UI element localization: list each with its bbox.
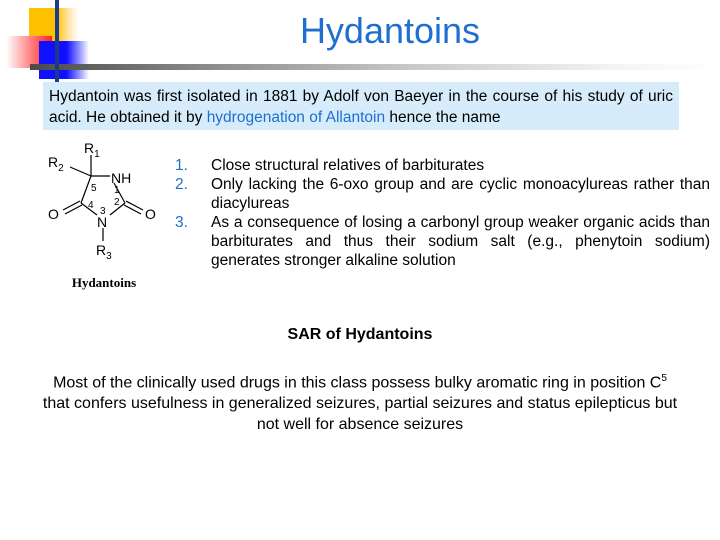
list-text: As a consequence of losing a carbonyl group weaker organic acids than barbiturates and thus their sodium salt (e.g., phenytoin sodium) generates stronger alkaline solution: [211, 214, 710, 269]
intro-box: [43, 82, 679, 130]
sar-text-end: that confers usefulness in generalized seizures, partial seizures and status epilepticus but not well for absence seizures: [42, 395, 678, 434]
pos5-label: 5: [91, 183, 97, 194]
pos2-label: 2: [114, 197, 120, 208]
properties-list: [175, 156, 710, 270]
list-item: [175, 156, 710, 175]
sar-superscript: 5: [661, 373, 667, 384]
nh-label: NH: [111, 170, 132, 186]
r2-label: $R_2$: [48, 154, 64, 174]
pos4-label: 4: [88, 200, 94, 211]
sar-heading: SAR of Hydantoins: [287, 326, 433, 343]
pos1-label: 1: [114, 185, 120, 196]
r3-label: $R_3$: [96, 242, 112, 262]
intro-text: Hydantoin was first isolated in 1881 by Adolf von Baeyer in the course of his study of uric acid. He obtained it by: [49, 88, 673, 126]
list-item: [175, 175, 710, 213]
list-text: Only lacking the 6-oxo group and are cyclic monoacylureas rather than diacylureas: [211, 176, 710, 212]
list-item: [175, 213, 710, 270]
pos3-label: 3: [100, 206, 106, 217]
list-number: 3.: [175, 214, 188, 231]
hydantoin-structure: [30, 135, 175, 295]
n-label: N: [97, 214, 108, 230]
r1-label: $R_1$: [84, 140, 100, 160]
decor-blue-square: [39, 41, 89, 79]
hydantoin-ring-diagram: [30, 135, 175, 295]
decor-vertical-line: [55, 0, 59, 82]
intro-text-end: hence the name: [385, 109, 501, 126]
o-left-label: O: [48, 206, 59, 222]
allantoin-link[interactable]: hydrogenation of Allantoin: [206, 109, 386, 126]
list-text: Close structural relatives of barbiturates: [211, 157, 485, 174]
o-right-label: O: [145, 206, 156, 222]
list-number: 2.: [175, 176, 188, 193]
sar-text: Most of the clinically used drugs in this class possess bulky aromatic ring in position C: [53, 374, 662, 392]
structure-caption: Hydantoins: [71, 275, 137, 290]
sar-body: [40, 368, 680, 435]
list-number: 1.: [175, 157, 188, 174]
decor-gradient-bar: [30, 64, 720, 70]
slide-title: Hydantoins: [299, 10, 481, 51]
